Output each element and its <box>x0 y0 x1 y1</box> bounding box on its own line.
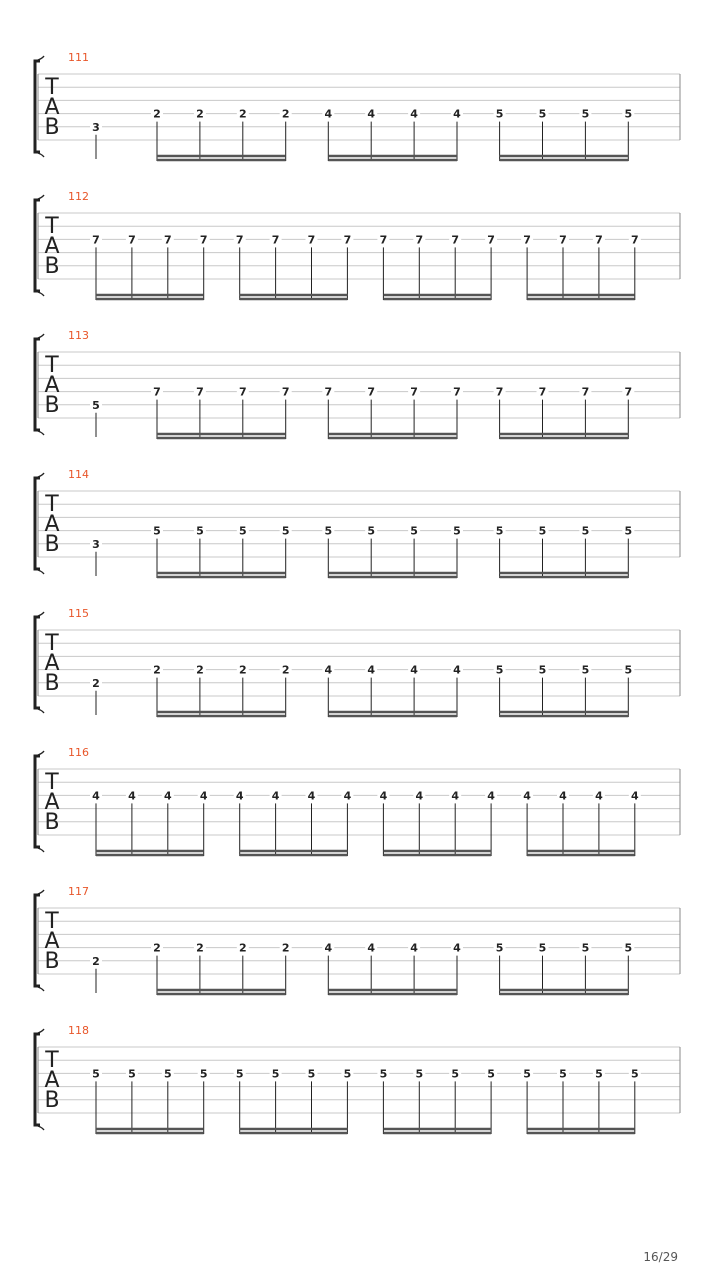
measure-number: 111 <box>68 51 89 64</box>
fret-number: 5 <box>538 524 547 538</box>
fret-number: 5 <box>238 524 247 538</box>
fret-number: 7 <box>595 233 603 247</box>
tab-clef-letter-a: A <box>44 929 60 954</box>
fret-number: 5 <box>324 524 333 538</box>
fret-number: 4 <box>128 789 136 803</box>
fret-number: 5 <box>281 524 290 538</box>
fret-number: 5 <box>624 941 633 955</box>
fret-number: 5 <box>367 524 376 538</box>
fret-number: 5 <box>595 1067 603 1081</box>
tab-system <box>35 468 680 578</box>
tab-clef-letter-b: B <box>44 1088 60 1113</box>
fret-number: 4 <box>367 941 376 955</box>
fret-number: 5 <box>630 1067 639 1081</box>
fret-number: 2 <box>196 941 204 955</box>
fret-number: 4 <box>324 107 333 121</box>
tab-system <box>35 885 680 995</box>
fret-number: 5 <box>92 1067 100 1081</box>
tab-system <box>35 51 680 161</box>
tab-clef-letter-t: T <box>45 75 59 100</box>
fret-number: 5 <box>538 107 547 121</box>
fret-number: 5 <box>153 524 161 538</box>
tab-clef-letter-t: T <box>45 492 59 517</box>
fret-number: 5 <box>624 524 633 538</box>
fret-number: 5 <box>495 107 504 121</box>
tab-system <box>35 607 680 717</box>
tab-clef-letter-a: A <box>44 790 60 815</box>
fret-number: 4 <box>559 789 567 803</box>
measure-number: 117 <box>68 885 89 898</box>
fret-number: 3 <box>92 537 100 551</box>
fret-number: 2 <box>281 107 290 121</box>
fret-number: 4 <box>199 789 208 803</box>
fret-number: 7 <box>495 385 504 399</box>
fret-number: 4 <box>523 789 531 803</box>
fret-number: 4 <box>453 663 461 677</box>
tab-system <box>35 190 680 300</box>
fret-number: 7 <box>581 385 590 399</box>
fret-number: 4 <box>324 663 333 677</box>
fret-number: 7 <box>415 233 424 247</box>
fret-number: 4 <box>487 789 495 803</box>
fret-number: 7 <box>92 233 100 247</box>
fret-number: 5 <box>559 1067 567 1081</box>
fret-number: 5 <box>538 941 547 955</box>
tab-system <box>35 746 680 856</box>
tab-clef-letter-b: B <box>44 532 60 557</box>
fret-number: 5 <box>415 1067 424 1081</box>
tab-clef-letter-b: B <box>44 115 60 140</box>
tab-clef-letter-b: B <box>44 254 60 279</box>
fret-number: 2 <box>196 663 204 677</box>
fret-number: 5 <box>624 663 633 677</box>
fret-number: 7 <box>367 385 376 399</box>
measure-number: 113 <box>68 329 89 342</box>
measure-number: 115 <box>68 607 89 620</box>
fret-number: 4 <box>271 789 280 803</box>
fret-number: 2 <box>92 676 100 690</box>
fret-number: 4 <box>92 789 100 803</box>
fret-number: 2 <box>196 107 204 121</box>
measure-number: 112 <box>68 190 89 203</box>
fret-number: 3 <box>92 120 100 134</box>
fret-number: 5 <box>379 1067 388 1081</box>
tab-clef-letter-b: B <box>44 949 60 974</box>
fret-number: 2 <box>281 663 290 677</box>
fret-number: 7 <box>163 233 172 247</box>
fret-number: 2 <box>281 941 290 955</box>
fret-number: 7 <box>324 385 333 399</box>
fret-number: 5 <box>538 663 547 677</box>
fret-number: 4 <box>451 789 460 803</box>
fret-number: 4 <box>343 789 352 803</box>
fret-number: 2 <box>153 941 161 955</box>
fret-number: 7 <box>196 385 204 399</box>
fret-number: 5 <box>523 1067 531 1081</box>
fret-number: 4 <box>367 107 376 121</box>
fret-number: 5 <box>92 398 100 412</box>
fret-number: 5 <box>624 107 633 121</box>
fret-number: 7 <box>523 233 531 247</box>
tab-clef-letter-t: T <box>45 353 59 378</box>
tab-clef-letter-b: B <box>44 810 60 835</box>
fret-number: 4 <box>630 789 639 803</box>
tab-clef-letter-a: A <box>44 651 60 676</box>
fret-number: 4 <box>163 789 172 803</box>
fret-number: 4 <box>379 789 388 803</box>
fret-number: 4 <box>410 107 418 121</box>
fret-number: 7 <box>453 385 461 399</box>
fret-number: 5 <box>453 524 461 538</box>
tab-clef-letter-a: A <box>44 95 60 120</box>
fret-number: 5 <box>581 107 590 121</box>
fret-number: 7 <box>199 233 208 247</box>
fret-number: 2 <box>153 663 161 677</box>
measure-number: 116 <box>68 746 89 759</box>
fret-number: 7 <box>630 233 639 247</box>
fret-number: 5 <box>163 1067 172 1081</box>
fret-number: 5 <box>343 1067 352 1081</box>
tab-clef-letter-a: A <box>44 373 60 398</box>
fret-number: 7 <box>238 385 247 399</box>
fret-number: 2 <box>238 941 247 955</box>
fret-number: 7 <box>281 385 290 399</box>
fret-number: 2 <box>153 107 161 121</box>
fret-number: 4 <box>367 663 376 677</box>
fret-number: 4 <box>324 941 333 955</box>
fret-number: 7 <box>538 385 547 399</box>
fret-number: 5 <box>487 1067 495 1081</box>
fret-number: 5 <box>196 524 204 538</box>
fret-number: 7 <box>624 385 633 399</box>
tab-clef-letter-t: T <box>45 1048 59 1073</box>
fret-number: 5 <box>271 1067 280 1081</box>
fret-number: 7 <box>153 385 161 399</box>
fret-number: 5 <box>451 1067 460 1081</box>
fret-number: 2 <box>238 663 247 677</box>
fret-number: 7 <box>307 233 316 247</box>
fret-number: 7 <box>343 233 352 247</box>
tab-clef-letter-t: T <box>45 909 59 934</box>
fret-number: 2 <box>92 954 100 968</box>
fret-number: 5 <box>495 941 504 955</box>
fret-number: 4 <box>410 663 418 677</box>
fret-number: 7 <box>410 385 418 399</box>
fret-number: 4 <box>410 941 418 955</box>
fret-number: 4 <box>453 107 461 121</box>
measure-number: 114 <box>68 468 89 481</box>
tab-clef-letter-a: A <box>44 512 60 537</box>
fret-number: 7 <box>128 233 136 247</box>
fret-number: 2 <box>238 107 247 121</box>
tab-clef-letter-b: B <box>44 671 60 696</box>
fret-number: 4 <box>453 941 461 955</box>
fret-number: 7 <box>559 233 567 247</box>
fret-number: 5 <box>307 1067 316 1081</box>
tab-clef-letter-t: T <box>45 631 59 656</box>
fret-number: 5 <box>410 524 418 538</box>
fret-number: 4 <box>307 789 316 803</box>
fret-number: 7 <box>379 233 388 247</box>
fret-number: 4 <box>595 789 603 803</box>
tab-clef-letter-a: A <box>44 1068 60 1093</box>
fret-number: 4 <box>235 789 244 803</box>
tab-clef-letter-a: A <box>44 234 60 259</box>
fret-number: 5 <box>495 663 504 677</box>
measure-number: 118 <box>68 1024 89 1037</box>
fret-number: 5 <box>199 1067 208 1081</box>
fret-number: 5 <box>581 524 590 538</box>
fret-number: 5 <box>581 663 590 677</box>
fret-number: 5 <box>581 941 590 955</box>
fret-number: 7 <box>487 233 495 247</box>
page-number: 16/29 <box>643 1250 678 1264</box>
fret-number: 7 <box>271 233 280 247</box>
fret-number: 5 <box>495 524 504 538</box>
tab-clef-letter-b: B <box>44 393 60 418</box>
tab-system <box>35 329 680 439</box>
fret-number: 5 <box>235 1067 244 1081</box>
tab-clef-letter-t: T <box>45 770 59 795</box>
tab-clef-letter-t: T <box>45 214 59 239</box>
tab-system <box>35 1024 680 1134</box>
fret-number: 7 <box>451 233 460 247</box>
fret-number: 7 <box>235 233 244 247</box>
fret-number: 4 <box>415 789 424 803</box>
fret-number: 5 <box>128 1067 136 1081</box>
